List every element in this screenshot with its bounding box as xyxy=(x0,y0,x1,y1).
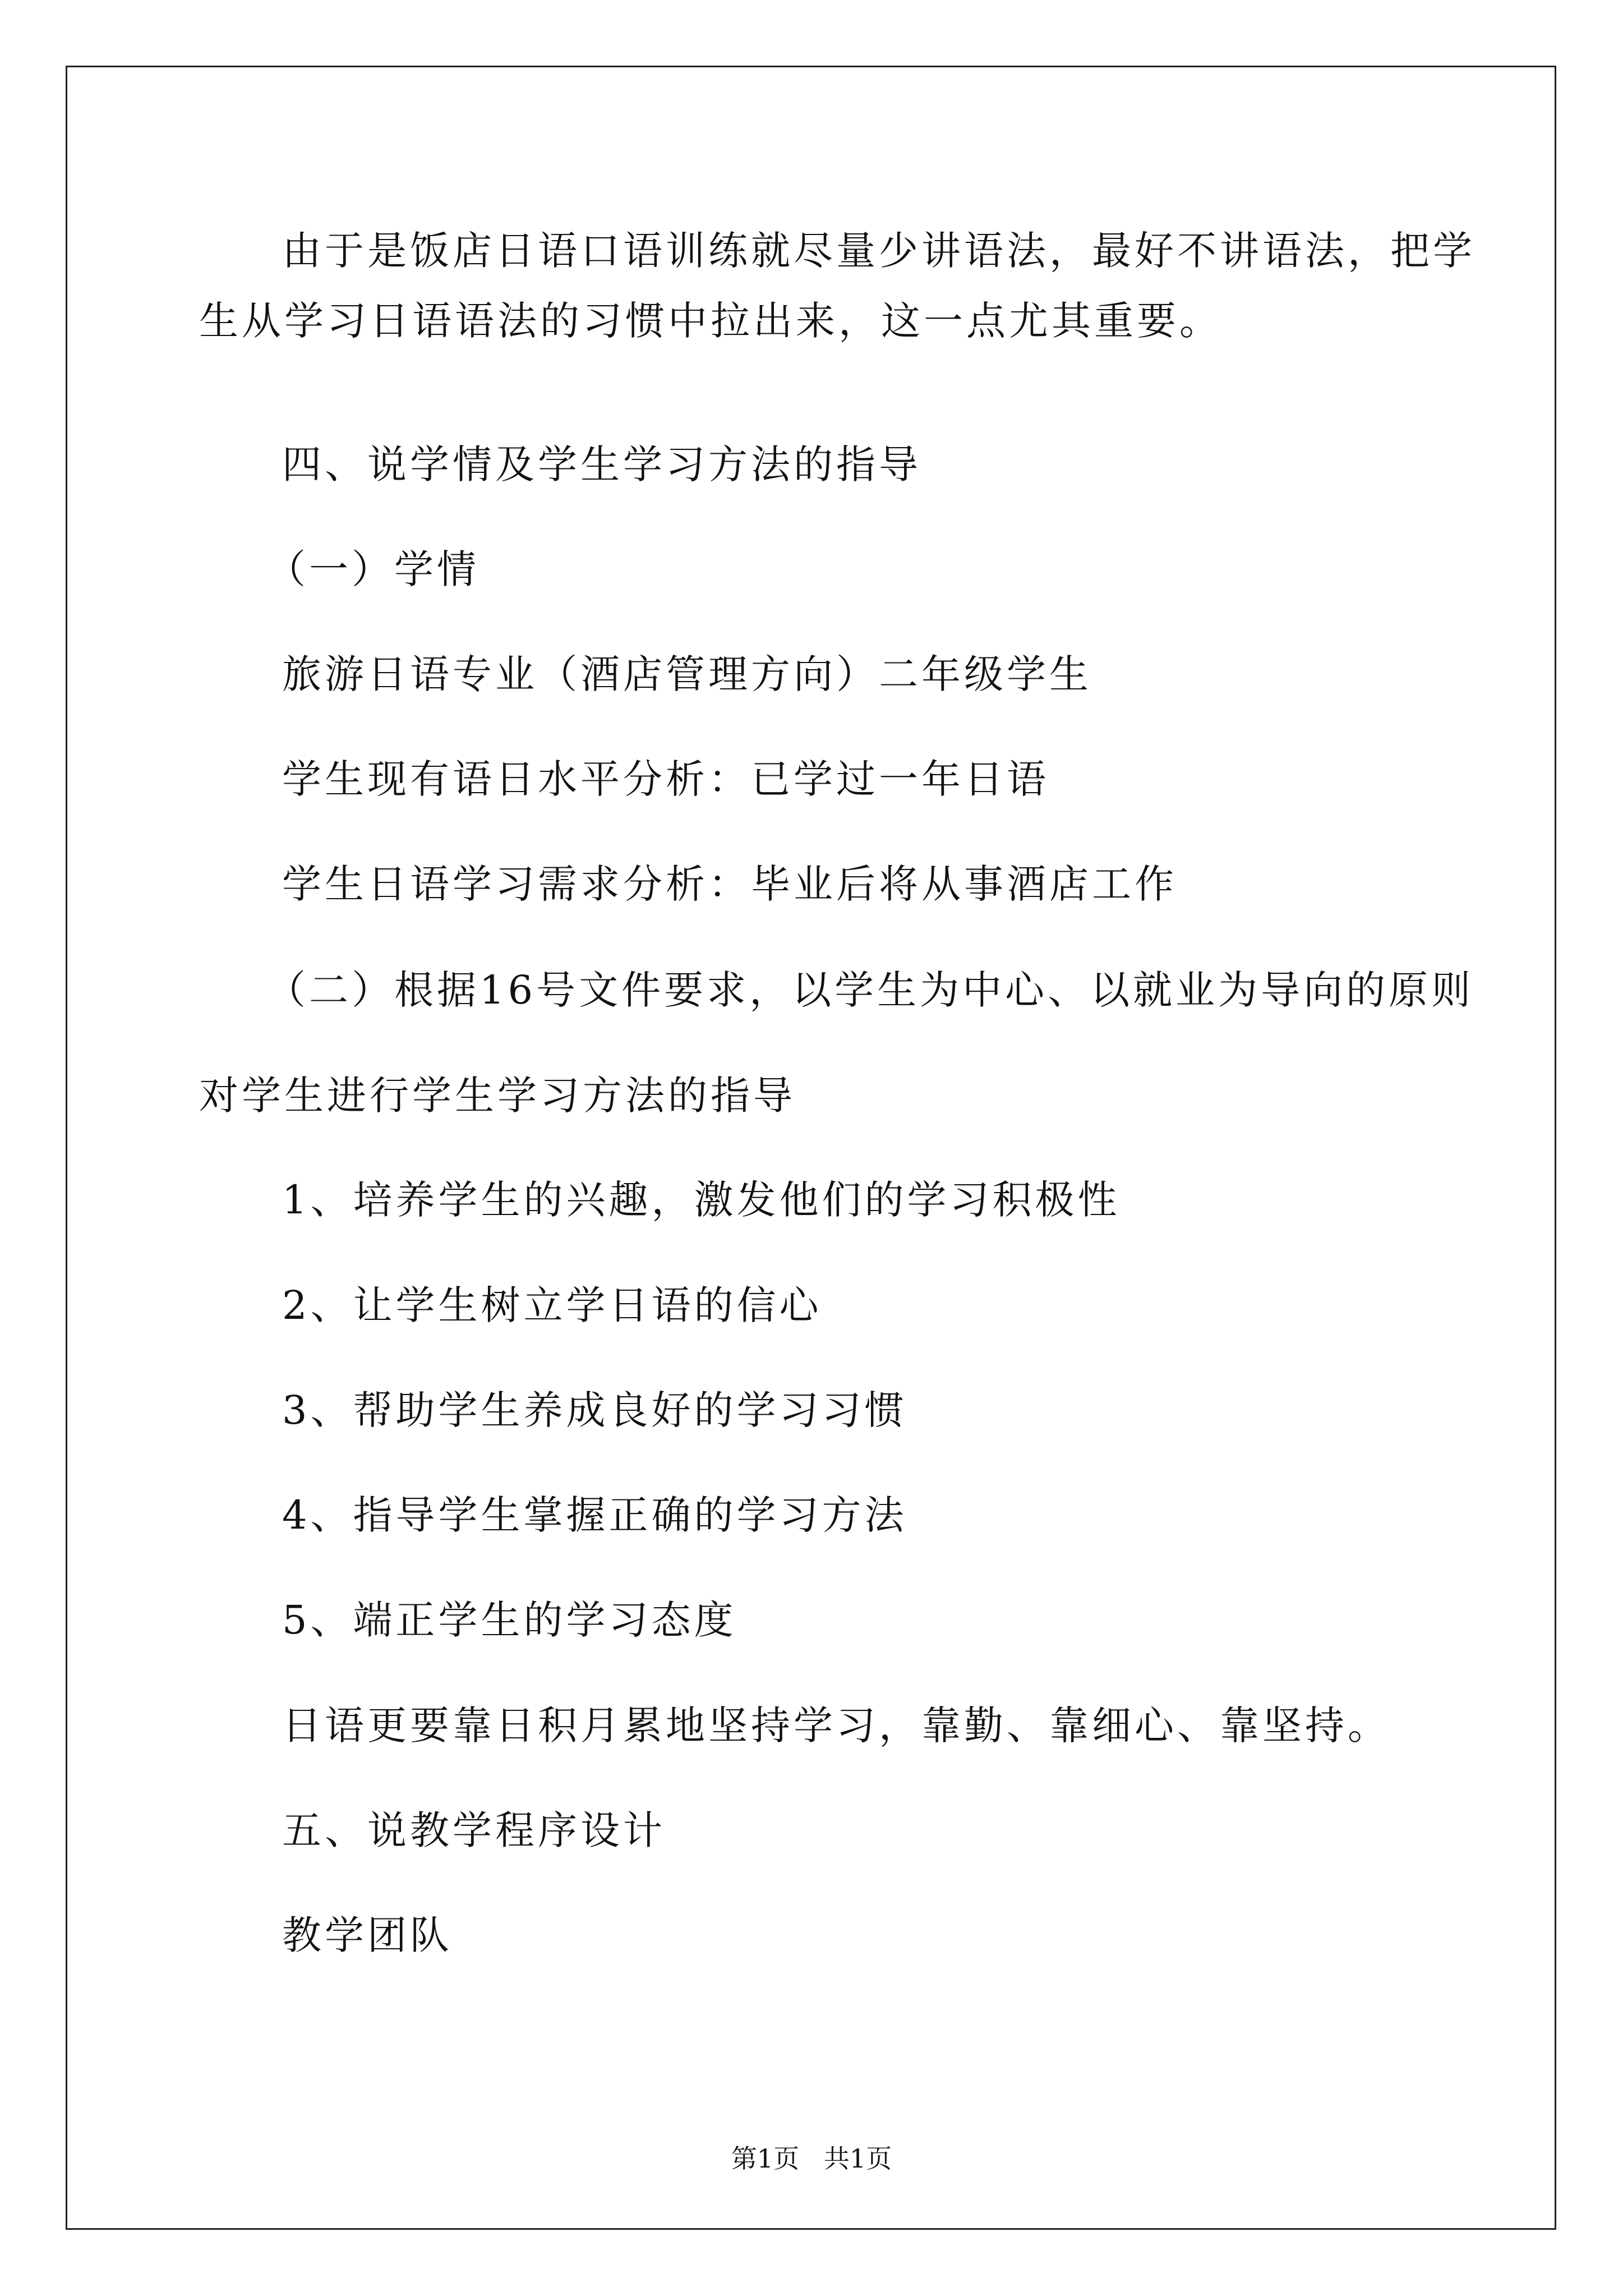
paragraph-line: 由于是饭店日语口语训练就尽量少讲语法，最好不讲语法，把学 xyxy=(282,228,1476,274)
list-item: 1、培养学生的兴趣，激发他们的学习积极性 xyxy=(282,1177,1121,1223)
list-item: 2、让学生树立学日语的信心 xyxy=(282,1282,822,1328)
paragraph-line: 学生日语学习需求分析：毕业后将从事酒店工作 xyxy=(282,861,1177,907)
subsection-heading: （二）根据16号文件要求，以学生为中心、以就业为导向的原则 xyxy=(266,967,1474,1013)
list-item: 5、端正学生的学习态度 xyxy=(282,1597,737,1643)
section-heading: 五、说教学程序设计 xyxy=(282,1807,666,1853)
list-item: 4、指导学生掌握正确的学习方法 xyxy=(282,1492,907,1538)
paragraph-line: 学生现有语日水平分析：已学过一年日语 xyxy=(282,756,1049,802)
paragraph-line: 对学生进行学生学习方法的指导 xyxy=(199,1073,796,1119)
paragraph-line: 日语更要靠日积月累地坚持学习，靠勤、靠细心、靠坚持。 xyxy=(282,1703,1390,1749)
paragraph-line: 旅游日语专业（酒店管理方向）二年级学生 xyxy=(282,651,1092,697)
list-item: 3、帮助学生养成良好的学习习惯 xyxy=(282,1387,907,1433)
section-heading: 四、说学情及学生学习方法的指导 xyxy=(282,441,921,487)
paragraph-line: 教学团队 xyxy=(282,1912,453,1958)
subsection-heading: （一）学情 xyxy=(266,546,479,592)
paragraph-line: 生从学习日语语法的习惯中拉出来，这一点尤其重要。 xyxy=(199,298,1222,344)
page-border xyxy=(66,66,1556,2230)
page-footer: 第1页 共1页 xyxy=(731,2143,892,2174)
